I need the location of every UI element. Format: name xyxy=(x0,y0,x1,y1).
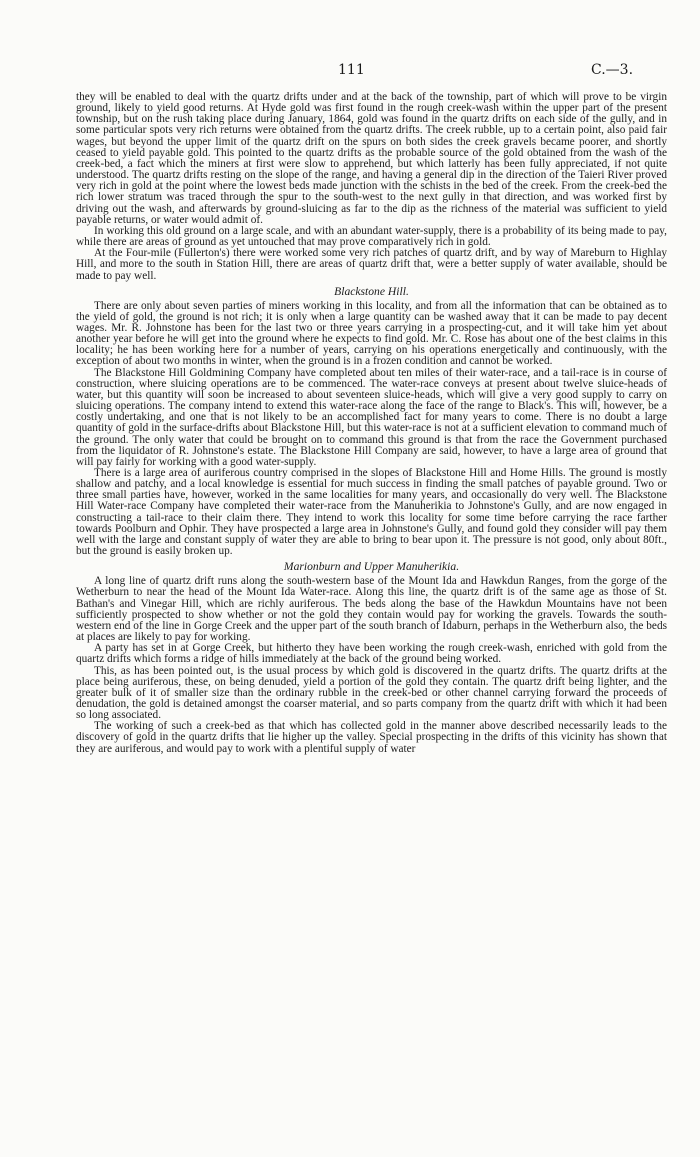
paragraph: In working this old ground on a large scale, and with an abundant water-supply, there is a probability of its being made to pay, while there are areas of ground as yet untouched that may prove comparatively rich in gold. xyxy=(76,224,667,249)
paragraph: they will be enabled to deal with the quartz drifts under and at the back of the township, part of which will prove to be virgin ground, likely to yield good returns. At Hyde gold was first found in the rough creek-wash within the upper part of the present township, but on the rush taking place during January, 1864, gold was found in the quartz drifts on each side of the gully, and in some particular spots very rich returns were obtained from the quartz drifts. The creek rubble, up to a certain point, also paid fair wages, but beyond the upper limit of the quartz drift on the spurs on both sides the creek gravels became poorer, and shortly ceased to yield payable gold. This pointed to the quartz drifts as the probable source of the gold obtained from the wash of the creek-bed, a fact which the miners at first were slow to apprehend, but which latterly has been fully appreciated, if not quite understood. The quartz drifts resting on the slope of the range, and having a general dip in the direction of the Taieri River proved very rich in gold at the point where the lowest beds made junction with the schists in the bed of the creek. From the creek-bed the rich lower stratum was traced through the spur to the south-west to the next gully in that direction, and was worked first by driving out the wash, and afterwards by ground-sluicing as far to the dip as the richness of the material was sufficient to yield payable returns, or water would admit of. xyxy=(76,91,667,226)
document-body xyxy=(76,92,667,755)
section-heading-blackstone-hill: Blackstone Hill. xyxy=(334,284,409,298)
paragraph: At the Four-mile (Fullerton's) there were worked some very rich patches of quartz drift, and by way of Mareburn to Highlay Hill, and more to the south in Station Hill, there are areas of quartz drift that, were a better supply of water available, should be made to pay well. xyxy=(76,247,667,282)
paragraph: A party has set in at Gorge Creek, but hitherto they have been working the rough creek-wash, enriched with gold from the quartz drifts which forms a ridge of hills immediately at the back of the ground being worked. xyxy=(76,642,667,666)
paragraph: There are only about seven parties of miners working in this locality, and from all the information that can be obtained as to the yield of gold, the ground is not rich; it is only when a large quantity can be washed away that it can be made to pay decent wages. Mr. R. Johnstone has been for the last two or three years carrying in a prospecting-cut, and it will take him yet about another year before he will get into the ground where he expects to find gold. Mr. C. Rose has about one of the best claims in this locality; he has been working here for a number of years, carrying on his operations energetically and continuously, with the exception of about two months in winter, when the ground is in a frozen condition and cannot be worked. xyxy=(76,299,667,368)
document-reference: C.—3. xyxy=(591,62,634,78)
paragraph: There is a large area of auriferous country comprised in the slopes of Blackstone Hill and Home Hills. The ground is mostly shallow and patchy, and a local knowledge is essential for much success in finding the small patches of payable ground. Two or three small parties have, however, worked in the same localities for many years, and occasionally do very well. The Blackstone Hill Water-race Company have completed their water-race from the Manuherikia to Johnstone's Gully, and are now engaged in constructing a tail-race to their claim there. They intend to work this locality for some time before carrying the race farther towards Poolburn and Ophir. They have prospected a large area in Johnstone's Gully, and found gold they consider will pay them well with the large and constant supply of water they are able to bring to bear upon it. The pressure is not good, only about 80ft., but the ground is easily broken up. xyxy=(76,467,667,558)
paragraph: A long line of quartz drift runs along the south-western base of the Mount Ida and Hawkdun Ranges, from the gorge of the Wetherburn to near the head of the Mount Ida Water-race. Along this line, the quartz drift is of the same age as those of St. Bathan's and Vinegar Hill, which are richly auriferous. The beds along the base of the Hawkdun Mountains have not been sufficiently prospected to show whether or not the gold they contain would pay for working the gravels. Towards the south-western end of the line in Gorge Creek and the upper part of the south branch of Idaburn, perhaps in the Wetherburn also, the beds at places are likely to pay for working. xyxy=(76,575,667,644)
paragraph: The Blackstone Hill Goldmining Company have completed about ten miles of their water-race, and a tail-race is in course of construction, where sluicing operations are to be commenced. The water-race conveys at present about twelve sluice-heads of water, but this quantity will soon be increased to about seventeen sluice-heads, which will give a very good supply to carry on sluicing operations. The company intend to extend this water-race along the face of the range to Black's. This will, however, be a costly undertaking, and one that is not likely to be an accomplished fact for many years to come. There is no doubt a large quantity of gold in the surface-drifts about Blackstone Hill, but this water-race is not at a sufficient elevation to command much of the ground. The only water that could be brought on to command this ground is that from the race the Government purchased from the liquidator of R. Johnstone's estate. The Blackstone Hill Company are said, however, to have a large area of ground that will pay fairly for working with a good water-supply. xyxy=(76,366,667,468)
page-number: 111 xyxy=(338,62,365,78)
section-heading-marionburn: Marionburn and Upper Manuherikia. xyxy=(283,560,460,574)
page-header xyxy=(0,62,700,82)
paragraph: This, as has been pointed out, is the usual process by which gold is discovered in the quartz drifts. The quartz drifts at the place being auriferous, these, on being denuded, yield a portion of the gold they contain. The quartz drift being lighter, and the greater bulk of it of smaller size than the ordinary rubble in the creek-bed or other channel carrying forward the proceeds of denudation, the gold is detained amongst the coarser material, and so parts company from the quartz drift with which it had been so long associated. xyxy=(76,664,667,722)
paragraph: The working of such a creek-bed as that which has collected gold in the manner above described necessarily leads to the discovery of gold in the quartz drifts that lie higher up the valley. Special prospecting in the drifts of this vicinity has shown that they are auriferous, and would pay to work with a plentiful supply of water xyxy=(76,720,667,755)
